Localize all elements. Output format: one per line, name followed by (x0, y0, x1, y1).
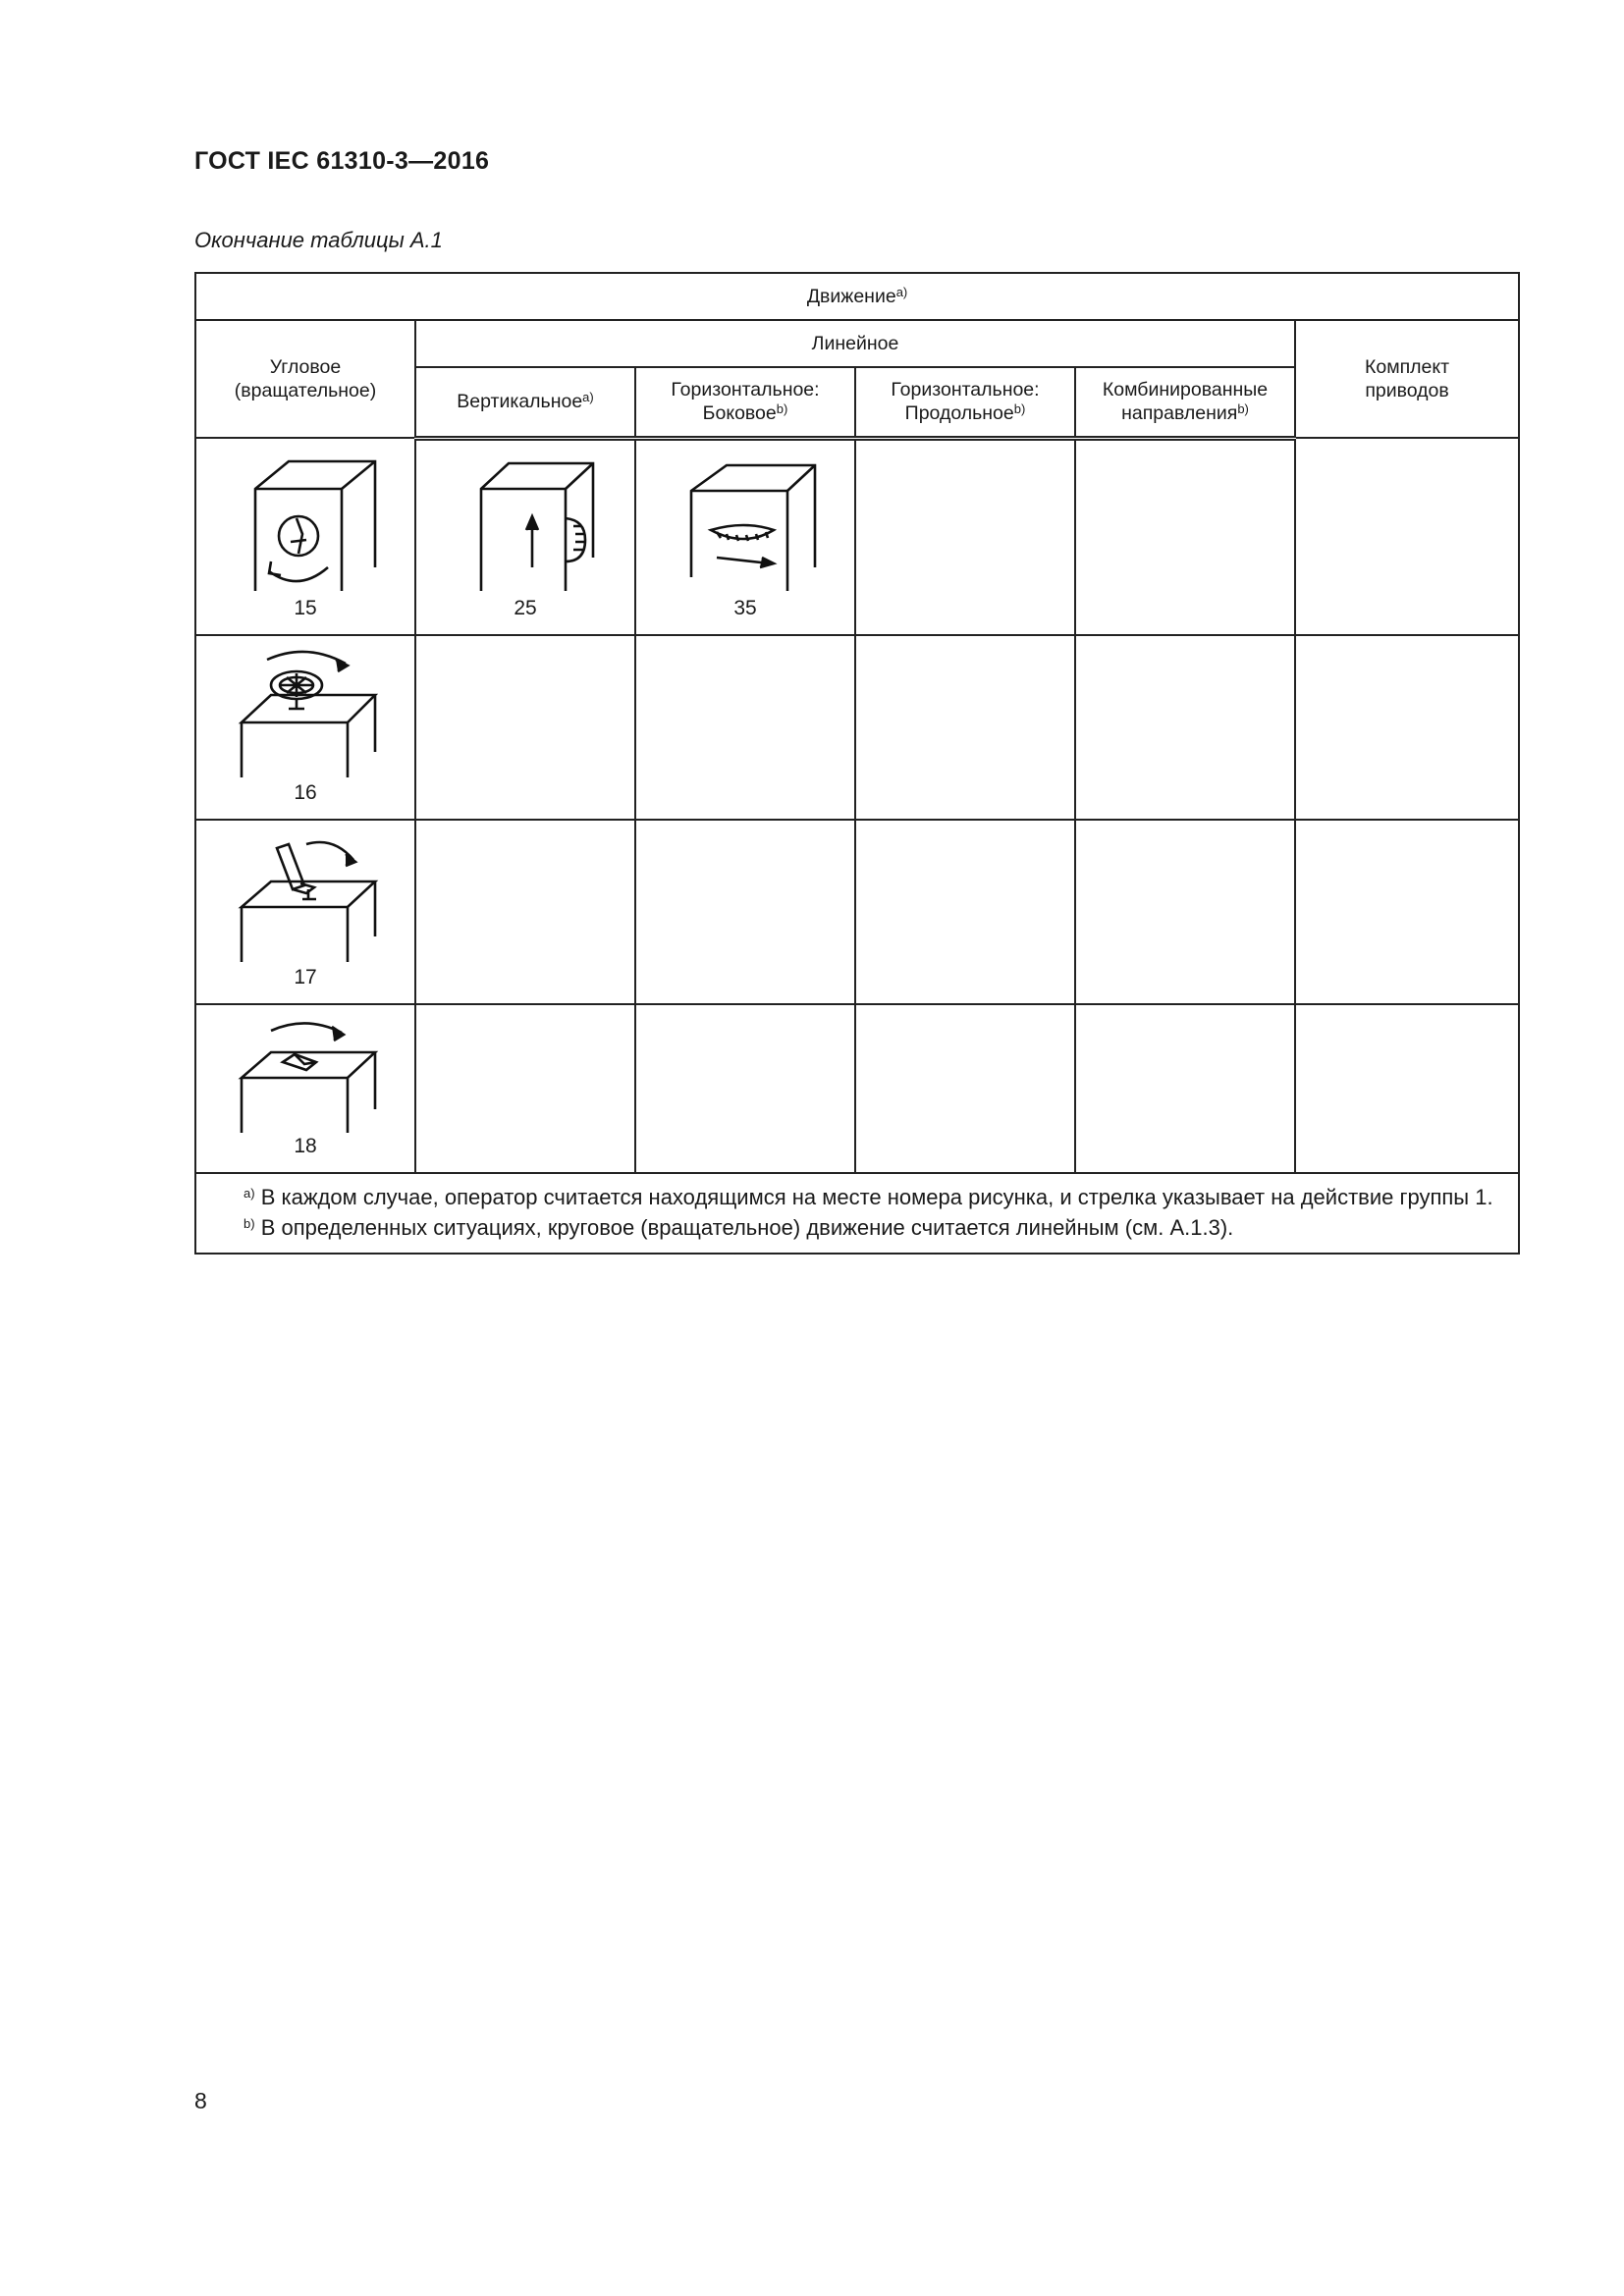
cell-empty (1075, 820, 1295, 1004)
crank-lever-icon (232, 828, 379, 966)
header-angular: Угловое (вращательное) (195, 320, 415, 438)
rotary-knob-front-icon (232, 450, 379, 597)
figure-number: 17 (294, 966, 317, 988)
handwheel-top-icon (232, 644, 379, 781)
cell-longitudinal-empty (855, 438, 1075, 635)
cell-empty (415, 635, 635, 820)
header-horizontal-longitudinal: Горизонтальное: Продольное$^{b)}$ (855, 367, 1075, 438)
movement-table (194, 272, 1520, 1255)
note-a: $^{a)}$ В каждом случае, оператор считается находящимся на месте номера рисунка, и стрелка указывает на действие группы 1. (244, 1185, 1493, 1209)
cell-empty (1075, 1004, 1295, 1173)
figure-number: 18 (294, 1135, 317, 1157)
header-linear: Линейное (415, 320, 1295, 367)
header-actuator-set: Комплект приводов (1295, 320, 1519, 438)
figure-number: 35 (733, 597, 757, 619)
cell-angular-15 (195, 438, 415, 635)
table-notes (195, 1173, 1519, 1254)
figure-number: 16 (294, 781, 317, 804)
header-combined: Комбинированные направления$^{b)}$ (1075, 367, 1295, 438)
rotary-selector-top-icon (232, 1013, 379, 1135)
cell-actuator-empty (1295, 438, 1519, 635)
document-title: ГОСТ IEC 61310-3—2016 (194, 147, 490, 175)
cell-side-35 (635, 438, 855, 635)
cell-empty (1295, 820, 1519, 1004)
table-caption: Окончание таблицы А.1 (194, 228, 443, 252)
cell-combined-empty (1075, 438, 1295, 635)
cell-empty (1295, 635, 1519, 820)
figure-number: 25 (514, 597, 537, 619)
cell-empty (855, 820, 1075, 1004)
page-number: 8 (194, 2088, 207, 2113)
cell-empty (855, 1004, 1075, 1173)
vertical-slider-icon (452, 450, 599, 597)
cell-empty (1075, 635, 1295, 820)
side-thumbwheel-icon (672, 450, 819, 597)
note-b: $^{b)}$ В определенных ситуациях, круговое (вращательное) движение считается линейным (см. А.1.3). (244, 1215, 1234, 1240)
header-horizontal-side: Горизонтальное: Боковое$^{b)}$ (635, 367, 855, 438)
cell-angular-17 (195, 820, 415, 1004)
figure-number: 15 (294, 597, 317, 619)
cell-empty (415, 820, 635, 1004)
header-vertical: Вертикальное$^{a)}$ (415, 367, 635, 438)
cell-empty (635, 820, 855, 1004)
cell-angular-18 (195, 1004, 415, 1173)
cell-empty (415, 1004, 635, 1173)
cell-empty (855, 635, 1075, 820)
cell-empty (635, 1004, 855, 1173)
header-movement: Движение$^{a)}$ (195, 273, 1519, 320)
cell-vertical-25 (415, 438, 635, 635)
cell-empty (635, 635, 855, 820)
cell-angular-16 (195, 635, 415, 820)
cell-empty (1295, 1004, 1519, 1173)
